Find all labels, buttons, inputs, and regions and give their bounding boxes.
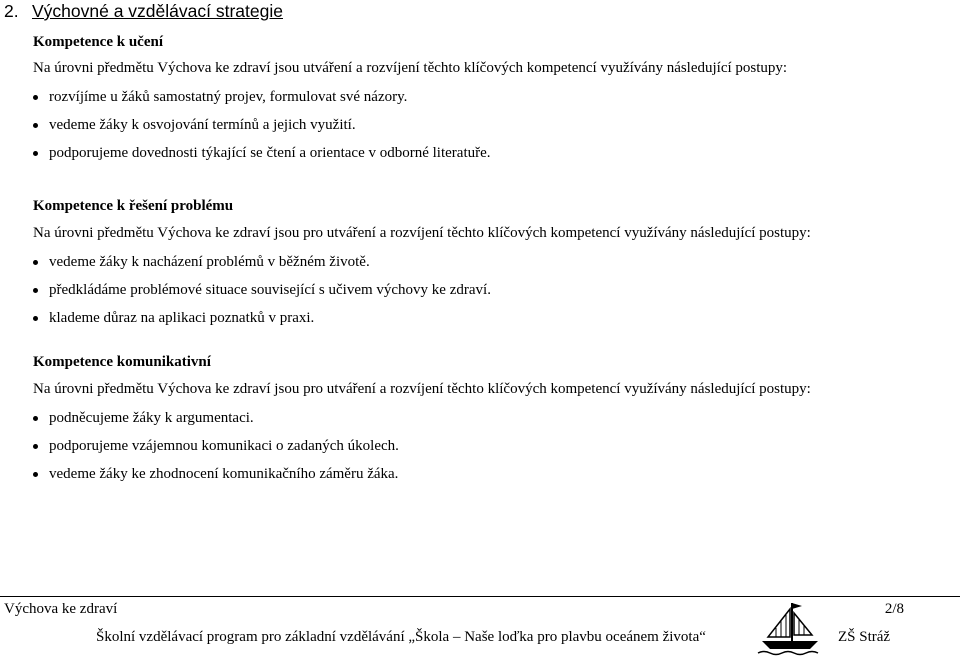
list-item: klademe důraz na aplikaci poznatků v praxi. xyxy=(0,309,491,337)
section-title-communication: Kompetence komunikativní xyxy=(33,354,211,370)
section-intro-problem-solving: Na úrovni předmětu Výchova ke zdraví jsou pro utváření a rozvíjení těchto klíčových kompetencí využívány následující postupy: xyxy=(33,225,811,241)
bullet-icon xyxy=(33,95,38,100)
list-item: podporujeme dovednosti týkající se čtení a orientace v odborné literatuře. xyxy=(0,144,491,172)
footer-school-name: ZŠ Stráž xyxy=(838,629,891,645)
list-item: vedeme žáky k osvojování termínů a jejich využití. xyxy=(0,116,491,144)
list-item: podporujeme vzájemnou komunikaci o zadaných úkolech. xyxy=(0,437,399,465)
footer-program-name: Školní vzdělávací program pro základní vzdělávání „Škola – Naše loďka pro plavbu oceánem života“ xyxy=(96,629,706,645)
section-intro-communication: Na úrovni předmětu Výchova ke zdraví jsou pro utváření a rozvíjení těchto klíčových kompetencí využívány následující postupy: xyxy=(33,381,811,397)
bullet-list-learning xyxy=(0,88,491,172)
footer-page-number: 2/8 xyxy=(884,601,904,617)
heading-text: Výchovné a vzdělávací strategie xyxy=(32,1,283,21)
section-title-problem-solving: Kompetence k řešení problému xyxy=(33,198,234,214)
list-item: vedeme žáky k nacházení problémů v běžném životě. xyxy=(0,253,491,281)
bullet-icon xyxy=(33,288,38,293)
bullet-icon xyxy=(33,416,38,421)
bullet-icon xyxy=(33,444,38,449)
bullet-icon xyxy=(33,123,38,128)
heading-number: 2. xyxy=(4,1,19,21)
bullet-list-problem-solving xyxy=(0,253,491,337)
footer-subject: Výchova ke zdraví xyxy=(4,601,118,617)
bullet-icon xyxy=(33,472,38,477)
bullet-icon xyxy=(33,316,38,321)
page-title xyxy=(4,0,283,22)
section-intro-learning: Na úrovni předmětu Výchova ke zdraví jsou utváření a rozvíjení těchto klíčových kompetencí využívány následující postupy: xyxy=(33,60,788,76)
bullet-icon xyxy=(33,260,38,265)
sailboat-logo-icon xyxy=(756,601,822,657)
section-title-learning: Kompetence k učení xyxy=(33,34,163,50)
bullet-list-communication xyxy=(0,409,399,493)
bullet-icon xyxy=(33,151,38,156)
list-item: vedeme žáky ke zhodnocení komunikačního záměru žáka. xyxy=(0,465,399,493)
list-item: podněcujeme žáky k argumentaci. xyxy=(0,409,399,437)
list-item: rozvíjíme u žáků samostatný projev, formulovat své názory. xyxy=(0,88,491,116)
footer-divider xyxy=(0,596,960,597)
list-item: předkládáme problémové situace související s učivem výchovy ke zdraví. xyxy=(0,281,491,309)
